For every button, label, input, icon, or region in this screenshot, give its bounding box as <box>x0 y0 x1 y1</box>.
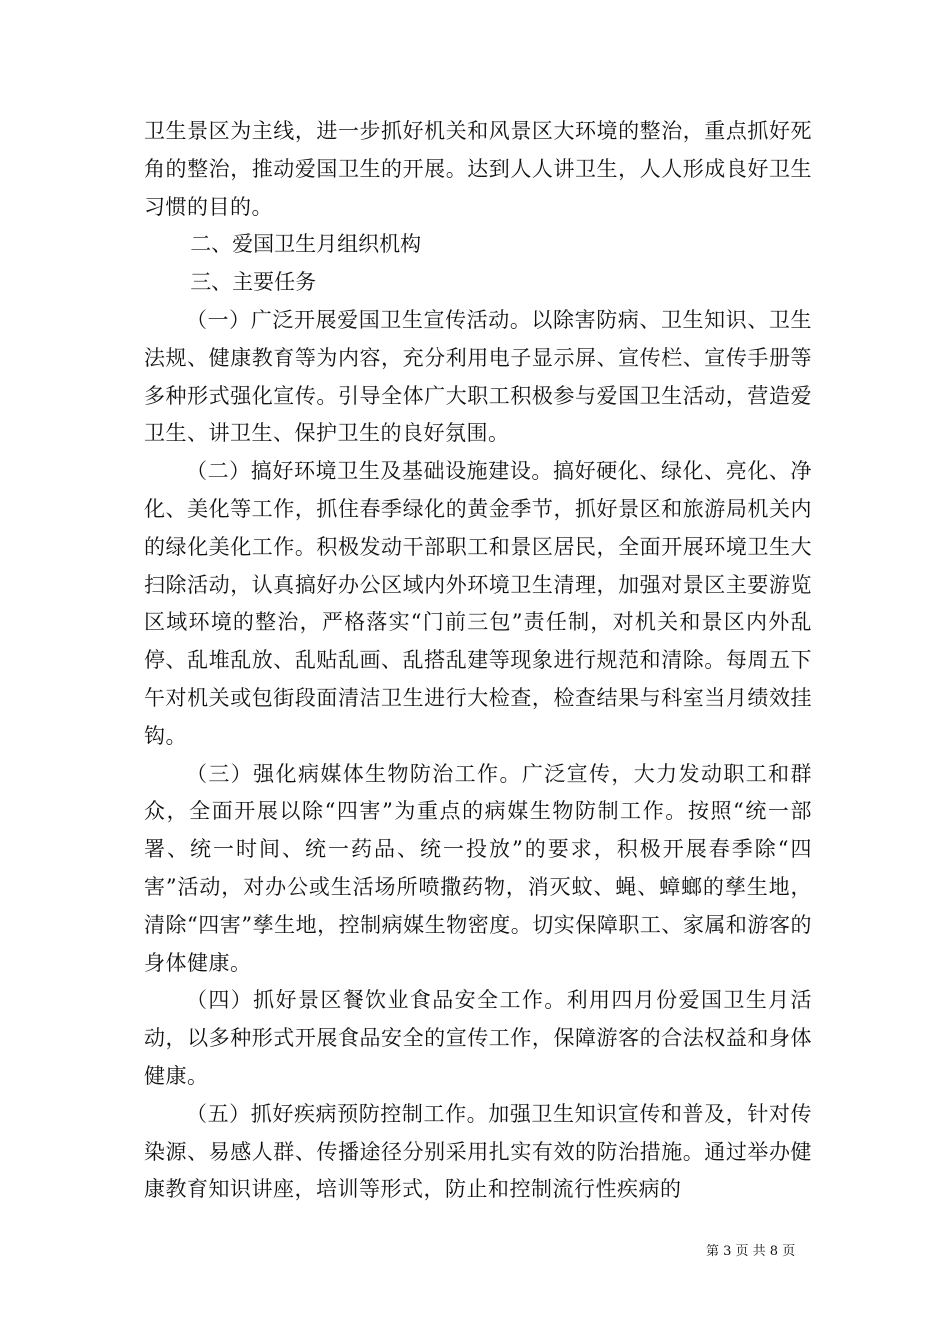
section-heading-main-tasks: 三、主要任务 <box>190 270 317 295</box>
task-paragraph-2: （二）搞好环境卫生及基础设施建设。搞好硬化、绿化、亮化、净化、美化等工作，抓住春季绿化的黄金季节，抓好景区和旅游局机关内的绿化美化工作。积极发动干部职工和景区居民，全面开展环境卫生大扫除活动，认真搞好办公区域内外环境卫生清理，加强对景区主要游览区域环境的整治，严格落实“门前三包”责任制，对机关和景区内外乱停、乱堆乱放、乱贴乱画、乱搭乱建等现象进行规范和清除。每周五下午对机关或包街段面清洁卫生进行大检查，检查结果与科室当月绩效挂钩。 <box>144 459 812 748</box>
page-number-footer: 第 3 页 共 8 页 <box>706 1244 796 1259</box>
task-paragraph-1: （一）广泛开展爱国卫生宣传活动。以除害防病、卫生知识、卫生法规、健康教育等为内容，充分利用电子显示屏、宣传栏、宣传手册等多种形式强化宣传。引导全体广大职工积极参与爱国卫生活动，营造爱卫生、讲卫生、保护卫生的良好氛围。 <box>144 307 812 446</box>
task-paragraph-5: （五）抓好疾病预防控制工作。加强卫生知识宣传和普及，针对传染源、易感人群、传播途径分别采用扎实有效的防治措施。通过举办健康教育知识讲座，培训等形式，防止和控制流行性疾病的 <box>144 1101 812 1202</box>
section-heading-organization: 二、爱国卫生月组织机构 <box>190 232 422 257</box>
task-paragraph-4: （四）抓好景区餐饮业食品安全工作。利用四月份爱国卫生月活动，以多种形式开展食品安全的宣传工作，保障游客的合法权益和身体健康。 <box>144 988 812 1088</box>
document-body <box>144 113 812 1209</box>
paragraph-intro-continued: 卫生景区为主线，进一步抓好机关和风景区大环境的整治，重点抓好死角的整治，推动爱国卫生的开展。达到人人讲卫生，人人形成良好卫生习惯的目的。 <box>144 119 812 219</box>
task-paragraph-3: （三）强化病媒体生物防治工作。广泛宣传，大力发动职工和群众，全面开展以除“四害”为重点的病媒生物防制工作。按照“统一部署、统一时间、统一药品、统一投放”的要求，积极开展春季除“四害”活动，对办公或生活场所喷撒药物，消灭蚊、蝇、蟑螂的孳生地，清除“四害”孳生地，控制病媒生物密度。切实保障职工、家属和游客的身体健康。 <box>144 761 812 975</box>
